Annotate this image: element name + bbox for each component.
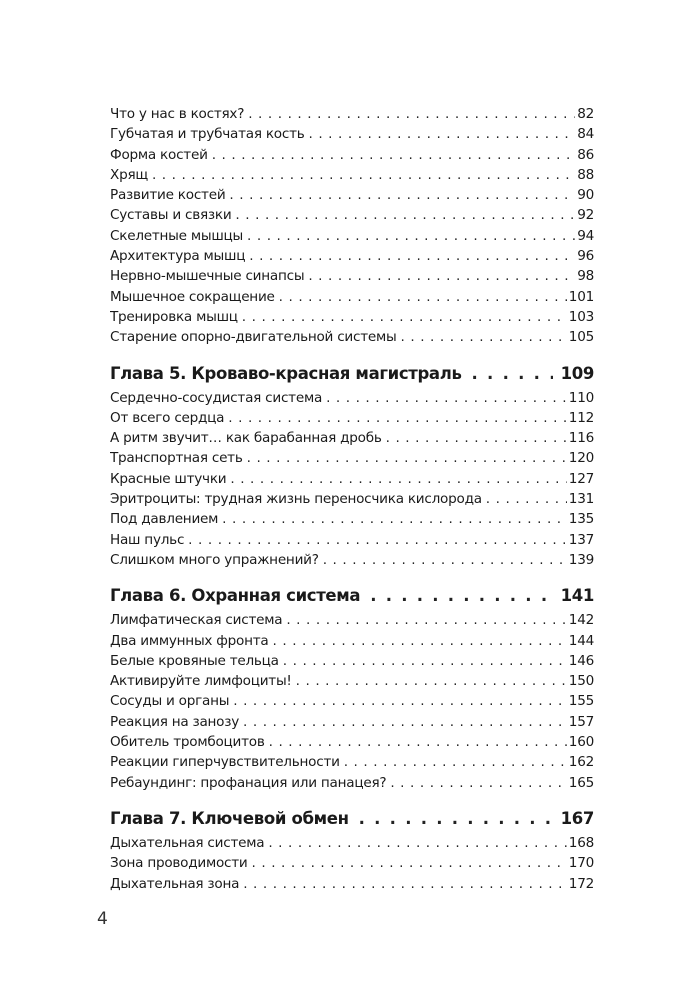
entry-title: Сосуды и органы bbox=[110, 691, 233, 711]
entry-title: Хрящ bbox=[110, 165, 152, 185]
chapter-heading[interactable] bbox=[110, 584, 594, 608]
dot-leader bbox=[252, 853, 567, 873]
dot-leader bbox=[326, 388, 567, 408]
toc-entry[interactable] bbox=[110, 489, 594, 509]
entry-page: 146 bbox=[568, 652, 594, 669]
toc-entry[interactable] bbox=[110, 246, 594, 266]
toc-entry[interactable] bbox=[110, 853, 594, 873]
dot-leader bbox=[222, 509, 567, 529]
table-of-contents bbox=[110, 104, 594, 894]
entry-title: Красные штучки bbox=[110, 469, 230, 489]
dot-leader bbox=[472, 362, 553, 386]
entry-title: Суставы и связки bbox=[110, 205, 235, 225]
entry-title: Тренировка мышц bbox=[110, 307, 242, 327]
dot-leader bbox=[273, 631, 567, 651]
toc-entry[interactable] bbox=[110, 651, 594, 671]
dot-leader bbox=[309, 124, 576, 144]
toc-entry[interactable] bbox=[110, 610, 594, 630]
entry-title: Зона проводимости bbox=[110, 853, 252, 873]
chapter-title: Глава 6. Охранная система bbox=[110, 584, 370, 608]
entry-title: Дыхательная система bbox=[110, 833, 268, 853]
page-number: 4 bbox=[97, 909, 108, 929]
toc-entry[interactable] bbox=[110, 509, 594, 529]
toc-entry[interactable] bbox=[110, 671, 594, 691]
dot-leader bbox=[279, 287, 567, 307]
entry-page: 157 bbox=[568, 713, 594, 730]
entry-title: Транспортная сеть bbox=[110, 448, 247, 468]
entry-title: Активируйте лимфоциты! bbox=[110, 671, 296, 691]
entry-page: 127 bbox=[568, 470, 594, 487]
toc-section-chapter-6 bbox=[110, 584, 594, 793]
dot-leader bbox=[243, 874, 567, 894]
dot-leader bbox=[323, 550, 567, 570]
entry-page: 105 bbox=[568, 329, 594, 346]
entry-page: 94 bbox=[577, 227, 594, 244]
entry-title: Два иммунных фронта bbox=[110, 631, 273, 651]
entry-title: Сердечно-сосудистая система bbox=[110, 388, 326, 408]
toc-entry[interactable] bbox=[110, 833, 594, 853]
toc-entry[interactable] bbox=[110, 205, 594, 225]
chapter-page: 109 bbox=[560, 363, 594, 383]
dot-leader bbox=[268, 833, 566, 853]
toc-entry[interactable] bbox=[110, 773, 594, 793]
entry-page: 96 bbox=[577, 248, 594, 265]
dot-leader bbox=[152, 165, 575, 185]
toc-entry[interactable] bbox=[110, 165, 594, 185]
entry-title: Ребаундинг: профанация или панацея? bbox=[110, 773, 390, 793]
toc-entry[interactable] bbox=[110, 691, 594, 711]
entry-page: 98 bbox=[577, 268, 594, 285]
dot-leader bbox=[188, 530, 567, 550]
entry-title: Под давлением bbox=[110, 509, 222, 529]
entry-title: Слишком много упражнений? bbox=[110, 550, 323, 570]
toc-entry[interactable] bbox=[110, 752, 594, 772]
entry-page: 168 bbox=[568, 834, 594, 851]
entry-title: Дыхательная зона bbox=[110, 874, 243, 894]
dot-leader bbox=[308, 266, 575, 286]
toc-entry[interactable] bbox=[110, 226, 594, 246]
toc-entry[interactable] bbox=[110, 388, 594, 408]
chapter-heading[interactable] bbox=[110, 362, 594, 386]
entry-page: 84 bbox=[577, 126, 594, 143]
entry-title: Наш пульс bbox=[110, 530, 188, 550]
toc-section-continuation bbox=[110, 104, 594, 348]
dot-leader bbox=[390, 773, 566, 793]
dot-leader bbox=[269, 732, 567, 752]
toc-entry[interactable] bbox=[110, 266, 594, 286]
entry-title: Что у нас в костях? bbox=[110, 104, 248, 124]
entry-page: 160 bbox=[568, 734, 594, 751]
entry-page: 162 bbox=[568, 754, 594, 771]
toc-entry[interactable] bbox=[110, 185, 594, 205]
entry-page: 90 bbox=[577, 187, 594, 204]
dot-leader bbox=[296, 671, 567, 691]
chapter-heading[interactable] bbox=[110, 807, 594, 831]
dot-leader bbox=[359, 807, 553, 831]
entry-page: 135 bbox=[568, 511, 594, 528]
entry-page: 150 bbox=[568, 673, 594, 690]
entry-page: 112 bbox=[568, 409, 594, 426]
toc-section-chapter-7 bbox=[110, 807, 594, 894]
dot-leader bbox=[386, 428, 567, 448]
dot-leader bbox=[248, 104, 575, 124]
entry-page: 86 bbox=[577, 146, 594, 163]
toc-entry[interactable] bbox=[110, 145, 594, 165]
entry-title: Лимфатическая система bbox=[110, 610, 286, 630]
dot-leader bbox=[486, 489, 567, 509]
entry-page: 101 bbox=[568, 288, 594, 305]
entry-page: 165 bbox=[568, 774, 594, 791]
dot-leader bbox=[249, 246, 575, 266]
entry-title: Форма костей bbox=[110, 145, 212, 165]
toc-entry[interactable] bbox=[110, 448, 594, 468]
toc-entry[interactable] bbox=[110, 874, 594, 894]
entry-title: Реакция на занозу bbox=[110, 712, 243, 732]
toc-entry[interactable] bbox=[110, 124, 594, 144]
dot-leader bbox=[344, 752, 567, 772]
toc-entry[interactable] bbox=[110, 631, 594, 651]
entry-page: 142 bbox=[568, 612, 594, 629]
toc-entry[interactable] bbox=[110, 307, 594, 327]
entry-title: Реакции гиперчувствительности bbox=[110, 752, 344, 772]
entry-title: А ритм звучит… как барабанная дробь bbox=[110, 428, 386, 448]
entry-title: Архитектура мышц bbox=[110, 246, 249, 266]
dot-leader bbox=[212, 145, 576, 165]
entry-title: Скелетные мышцы bbox=[110, 226, 247, 246]
entry-title: Нервно-мышечные синапсы bbox=[110, 266, 308, 286]
entry-title: Обитель тромбоцитов bbox=[110, 732, 269, 752]
dot-leader bbox=[283, 651, 567, 671]
entry-title: От всего сердца bbox=[110, 408, 228, 428]
entry-title: Губчатая и трубчатая кость bbox=[110, 124, 309, 144]
entry-title: Белые кровяные тельца bbox=[110, 651, 283, 671]
toc-entry[interactable] bbox=[110, 287, 594, 307]
entry-title: Эритроциты: трудная жизнь переносчика кислорода bbox=[110, 489, 486, 509]
toc-entry[interactable] bbox=[110, 530, 594, 550]
entry-page: 92 bbox=[577, 207, 594, 224]
chapter-page: 167 bbox=[560, 808, 594, 828]
entry-page: 110 bbox=[568, 389, 594, 406]
entry-page: 170 bbox=[568, 855, 594, 872]
entry-title: Развитие костей bbox=[110, 185, 229, 205]
entry-page: 144 bbox=[568, 632, 594, 649]
toc-entry[interactable] bbox=[110, 550, 594, 570]
toc-entry[interactable] bbox=[110, 428, 594, 448]
dot-leader bbox=[247, 226, 575, 246]
dot-leader bbox=[401, 327, 567, 347]
entry-page: 139 bbox=[568, 551, 594, 568]
dot-leader bbox=[228, 408, 567, 428]
entry-title: Мышечное сокращение bbox=[110, 287, 279, 307]
entry-page: 137 bbox=[568, 531, 594, 548]
dot-leader bbox=[242, 307, 567, 327]
chapter-title: Глава 7. Ключевой обмен bbox=[110, 807, 359, 831]
dot-leader bbox=[233, 691, 567, 711]
toc-entry[interactable] bbox=[110, 712, 594, 732]
toc-entry[interactable] bbox=[110, 408, 594, 428]
entry-page: 103 bbox=[568, 308, 594, 325]
dot-leader bbox=[286, 610, 566, 630]
entry-page: 131 bbox=[568, 491, 594, 508]
dot-leader bbox=[370, 584, 552, 608]
toc-section-chapter-5 bbox=[110, 362, 594, 571]
entry-title: Старение опорно-двигательной системы bbox=[110, 327, 401, 347]
entry-page: 82 bbox=[577, 106, 594, 122]
entry-page: 88 bbox=[577, 166, 594, 183]
toc-entry[interactable] bbox=[110, 104, 594, 124]
chapter-page: 141 bbox=[560, 586, 594, 606]
chapter-title: Глава 5. Кроваво-красная магистраль bbox=[110, 362, 472, 386]
entry-page: 116 bbox=[568, 430, 594, 447]
toc-entry[interactable] bbox=[110, 732, 594, 752]
dot-leader bbox=[243, 712, 567, 732]
dot-leader bbox=[230, 469, 566, 489]
dot-leader bbox=[235, 205, 575, 225]
entry-page: 172 bbox=[568, 875, 594, 892]
dot-leader bbox=[229, 185, 575, 205]
dot-leader bbox=[247, 448, 567, 468]
entry-page: 155 bbox=[568, 693, 594, 710]
entry-page: 120 bbox=[568, 450, 594, 467]
toc-entry[interactable] bbox=[110, 469, 594, 489]
toc-entry[interactable] bbox=[110, 327, 594, 347]
